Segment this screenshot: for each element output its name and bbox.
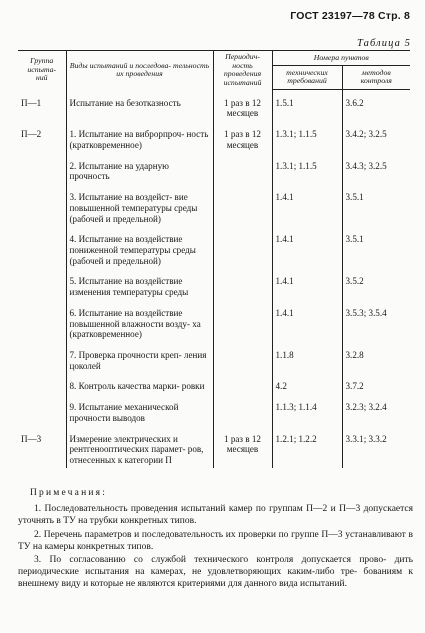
note-item: 2. Перечень параметров и последовательность их проверки по группе П—3 устанавливают в ТУ на камеры конкретных типов. — [18, 529, 413, 552]
cell-method: 3.4.2; 3.2.5 — [342, 127, 410, 152]
cell-tech: 1.4.1 — [272, 274, 342, 299]
note-item: 3. По согласованию со службой технического контроля допускается прово- дить периодические испытания на камерах, не удовлетворяющих каким-либо тре- бованиям к внешнему виду и которые не являются критериями для данного вида испытаний. — [18, 555, 413, 590]
cell-period: 1 раз в 12 месяцев — [213, 127, 272, 152]
table-row — [18, 190, 410, 226]
cell-test: 9. Испытание механической прочности выводов — [66, 400, 213, 425]
cell-group — [18, 400, 66, 425]
cell-group — [18, 274, 66, 299]
table-row — [18, 232, 410, 268]
cell-test: Измерение электрических и рентгенооптических парамет- ров, отнесенных к категории П — [66, 432, 213, 468]
cell-test: 6. Испытание на воздействие повышенной влажности возду- ха (кратковременное) — [66, 306, 213, 342]
cell-period — [213, 232, 272, 268]
header-tests: Виды испытаний и последова- тельность их проведения — [66, 51, 213, 90]
cell-method: 3.2.3; 3.2.4 — [342, 400, 410, 425]
cell-group — [18, 190, 66, 226]
cell-period — [213, 348, 272, 373]
cell-test: 1. Испытание на виброрпроч- ность (кратковременное) — [66, 127, 213, 152]
cell-tech: 1.5.1 — [272, 96, 342, 121]
cell-test: 3. Испытание на воздейст- вие повышенной температуры среды (рабочей и предельной) — [66, 190, 213, 226]
table-row — [18, 400, 410, 425]
header-tech-requirements: технических требований — [272, 65, 342, 89]
cell-group: П—1 — [21, 97, 42, 108]
cell-tech: 1.4.1 — [272, 306, 342, 342]
cell-tech: 1.1.8 — [272, 348, 342, 373]
cell-tech: 1.4.1 — [272, 232, 342, 268]
cell-method: 3.2.8 — [342, 348, 410, 373]
cell-period — [213, 159, 272, 184]
cell-group: П—3 — [21, 433, 42, 444]
cell-tech: 1.3.1; 1.1.5 — [272, 159, 342, 184]
cell-group — [18, 232, 66, 268]
cell-period — [213, 400, 272, 425]
page-header: ГОСТ 23197—78 Стр. 8 — [290, 10, 410, 22]
header-points: Номера пунктов — [272, 51, 410, 66]
table-row — [18, 379, 410, 394]
cell-test: 2. Испытание на ударную прочность — [66, 159, 213, 184]
cell-method: 3.7.2 — [342, 379, 410, 394]
notes-heading: Примечания: — [30, 488, 108, 498]
cell-group — [18, 159, 66, 184]
cell-test: 7. Проверка прочности креп- ления цоколей — [66, 348, 213, 373]
cell-group — [18, 379, 66, 394]
table-row — [18, 96, 410, 121]
note-item: 1. Последовательность проведения испытаний камер по группам П—2 и П—3 допускается уточнять в ТУ на трубки конкретных типов. — [18, 503, 413, 526]
cell-test: Испытание на безотказность — [66, 96, 213, 121]
cell-period — [213, 306, 272, 342]
cell-method: 3.5.3; 3.5.4 — [342, 306, 410, 342]
header-group: Группа испыта- ний — [18, 51, 66, 90]
cell-tech: 1.3.1; 1.1.5 — [272, 127, 342, 152]
cell-method: 3.5.1 — [342, 190, 410, 226]
cell-method: 3.3.1; 3.3.2 — [342, 432, 410, 468]
cell-group: П—2 — [21, 129, 42, 140]
cell-method: 3.5.1 — [342, 232, 410, 268]
table-row — [18, 306, 410, 342]
table-caption: Таблица 5 — [357, 38, 411, 49]
cell-test: 5. Испытание на воздействие изменения температуры среды — [66, 274, 213, 299]
cell-test: 4. Испытание на воздействие пониженной температуры среды (рабочей и предельной) — [66, 232, 213, 268]
table-row — [18, 127, 410, 152]
cell-method: 3.5.2 — [342, 274, 410, 299]
cell-period — [213, 190, 272, 226]
table-row — [18, 432, 410, 468]
cell-tech: 1.4.1 — [272, 190, 342, 226]
table-row — [18, 159, 410, 184]
header-period: Периодич- ность проведения испытаний — [213, 51, 272, 90]
cell-method: 3.6.2 — [342, 96, 410, 121]
table-row — [18, 348, 410, 373]
cell-tech: 1.1.3; 1.1.4 — [272, 400, 342, 425]
cell-group — [18, 306, 66, 342]
cell-test: 8. Контроль качества марки- ровки — [66, 379, 213, 394]
cell-period — [213, 274, 272, 299]
cell-period: 1 раз в 12 месяцев — [213, 432, 272, 468]
cell-group — [18, 348, 66, 373]
notes-section — [18, 488, 413, 593]
header-control-methods: методов контроля — [342, 65, 410, 89]
cell-period — [213, 379, 272, 394]
cell-period: 1 раз в 12 месяцев — [213, 96, 272, 121]
table-row — [18, 274, 410, 299]
cell-method: 3.4.3; 3.2.5 — [342, 159, 410, 184]
cell-tech: 1.2.1; 1.2.2 — [272, 432, 342, 468]
periodic-tests-table — [18, 50, 410, 468]
cell-tech: 4.2 — [272, 379, 342, 394]
